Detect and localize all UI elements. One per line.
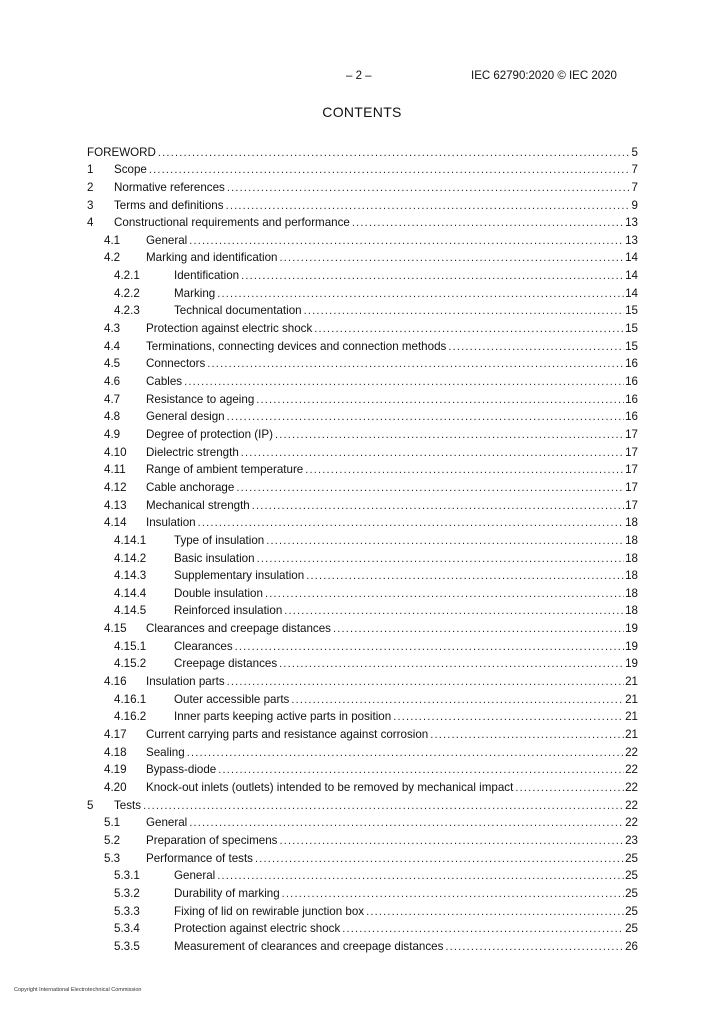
toc-entry-title: Normative references: [114, 180, 225, 194]
toc-entry-title: Current carrying parts and resistance against corrosion: [146, 728, 429, 742]
toc-leader-dots: [291, 693, 624, 707]
toc-leader-dots: [217, 287, 624, 301]
toc-entry-number: 4.13: [104, 498, 127, 512]
toc-entry-number: 4.2.3: [114, 304, 140, 318]
toc-entry-page: 16: [625, 392, 638, 406]
toc-entry-title: General: [146, 233, 188, 247]
toc-entry-title: Preparation of specimens: [146, 833, 278, 847]
toc-entry[interactable]: [87, 213, 638, 231]
toc-leader-dots: [304, 304, 624, 318]
toc-leader-dots: [266, 534, 624, 548]
toc-entry[interactable]: [104, 248, 638, 266]
toc-entry-page: 7: [631, 180, 638, 194]
toc-entry-page: 17: [625, 463, 638, 477]
toc-entry-page: 5: [631, 145, 638, 159]
toc-leader-dots: [279, 251, 624, 265]
toc-entry[interactable]: [114, 654, 638, 672]
toc-entry[interactable]: [104, 424, 638, 442]
toc-leader-dots: [217, 869, 624, 883]
toc-entry-title: Creepage distances: [174, 657, 278, 671]
toc-leader-dots: [284, 604, 624, 618]
toc-leader-dots: [149, 163, 631, 177]
toc-entry-number: 4.14.2: [114, 551, 147, 565]
toc-entry-number: 5.3.3: [114, 904, 140, 918]
toc-entry-number: 4.5: [104, 357, 121, 371]
toc-entry-title: Clearances and creepage distances: [146, 622, 331, 636]
toc-leader-dots: [218, 763, 624, 777]
toc-entry[interactable]: [104, 848, 638, 866]
toc-leader-dots: [236, 481, 624, 495]
toc-entry-page: 9: [631, 198, 638, 212]
toc-entry-page: 25: [625, 851, 638, 865]
toc-entry-number: 4.16.2: [114, 710, 147, 724]
toc-entry-title: Technical documentation: [174, 304, 302, 318]
page-title: CONTENTS: [322, 104, 402, 120]
toc-entry-number: 4.9: [104, 427, 121, 441]
toc-entry-page: 21: [625, 728, 638, 742]
toc-leader-dots: [333, 622, 624, 636]
toc-entry-number: 5.3.1: [114, 869, 140, 883]
toc-entry-title: Double insulation: [174, 586, 263, 600]
toc-entry-title: General design: [146, 410, 225, 424]
toc-entry-number: 2: [87, 180, 94, 194]
page-number: – 2 –: [346, 70, 372, 82]
toc-entry-number: 4.17: [104, 728, 127, 742]
toc-entry[interactable]: [87, 177, 638, 195]
toc-entry-page: 25: [625, 904, 638, 918]
toc-entry-title: Marking and identification: [146, 251, 278, 265]
toc-entry-title: Marking: [174, 286, 216, 300]
toc-entry-number: 4.16: [104, 675, 127, 689]
toc-entry-number: 4.1: [104, 233, 121, 247]
toc-entry-title: Type of insulation: [174, 533, 265, 547]
toc-entry-page: 14: [625, 251, 638, 265]
toc-entry[interactable]: [104, 619, 638, 637]
toc-entry-page: 15: [625, 339, 638, 353]
toc-leader-dots: [241, 269, 624, 283]
toc-entry[interactable]: [104, 777, 638, 795]
toc-leader-dots: [198, 516, 624, 530]
toc-leader-dots: [430, 728, 624, 742]
toc-entry-page: 17: [625, 480, 638, 494]
toc-entry-title: Sealing: [146, 745, 185, 759]
toc-entry-number: 4.15.2: [114, 657, 147, 671]
toc-leader-dots: [189, 234, 624, 248]
toc-entry-page: 18: [625, 604, 638, 618]
toc-entry-title: FOREWORD: [87, 145, 156, 159]
toc-entry[interactable]: [104, 760, 638, 778]
toc-entry[interactable]: [104, 742, 638, 760]
toc-entry-page: 25: [625, 886, 638, 900]
toc-entry-page: 16: [625, 375, 638, 389]
toc-entry-page: 17: [625, 427, 638, 441]
toc-leader-dots: [279, 834, 624, 848]
toc-entry-title: Supplementary insulation: [174, 569, 305, 583]
toc-entry-title: General: [174, 869, 216, 883]
toc-entry-page: 25: [625, 922, 638, 936]
toc-entry-page: 19: [625, 657, 638, 671]
toc-leader-dots: [342, 922, 624, 936]
toc-entry-page: 7: [631, 163, 638, 177]
toc-entry-title: Cable anchorage: [146, 480, 235, 494]
toc-entry-title: Scope: [114, 163, 147, 177]
toc-entry-number: 4.2.1: [114, 269, 140, 283]
standard-reference: IEC 62790:2020 © IEC 2020: [471, 70, 617, 82]
toc-entry[interactable]: [104, 407, 638, 425]
toc-entry-page: 18: [625, 586, 638, 600]
toc-entry-page: 22: [625, 816, 638, 830]
toc-entry-page: 13: [625, 233, 638, 247]
toc-entry-number: 4.2.2: [114, 286, 140, 300]
toc-entry[interactable]: [104, 672, 638, 690]
toc-entry-number: 5.3.2: [114, 886, 140, 900]
toc-entry[interactable]: [104, 724, 638, 742]
toc-leader-dots: [158, 146, 631, 160]
toc-entry[interactable]: [87, 142, 638, 160]
toc-entry-title: Outer accessible parts: [174, 692, 290, 706]
toc-entry-page: 21: [625, 692, 638, 706]
toc-entry[interactable]: [104, 336, 638, 354]
toc-entry-number: 5.1: [104, 816, 121, 830]
toc-entry-title: Constructional requirements and performance: [114, 216, 350, 230]
toc-entry[interactable]: [104, 460, 638, 478]
toc-entry[interactable]: [114, 283, 638, 301]
toc-entry-page: 18: [625, 551, 638, 565]
toc-entry-number: 4.15: [104, 622, 127, 636]
toc-entry-page: 15: [625, 322, 638, 336]
toc-leader-dots: [207, 357, 624, 371]
toc-entry-page: 16: [625, 410, 638, 424]
toc-entry-page: 13: [625, 216, 638, 230]
toc-entry[interactable]: [114, 689, 638, 707]
toc-entry-number: 4.20: [104, 780, 127, 794]
toc-leader-dots: [366, 905, 624, 919]
toc-entry-title: Terms and definitions: [114, 198, 224, 212]
toc-entry-page: 14: [625, 269, 638, 283]
toc-entry[interactable]: [104, 371, 638, 389]
toc-leader-dots: [305, 463, 624, 477]
toc-entry-number: 5.3: [104, 851, 121, 865]
toc-entry[interactable]: [114, 566, 638, 584]
toc-entry[interactable]: [104, 495, 638, 513]
toc-entry[interactable]: [87, 160, 638, 178]
toc-entry-number: 4.10: [104, 445, 127, 459]
toc-leader-dots: [227, 410, 624, 424]
toc-entry-page: 17: [625, 498, 638, 512]
toc-leader-dots: [448, 340, 624, 354]
toc-entry[interactable]: [104, 442, 638, 460]
toc-entry-page: 22: [625, 780, 638, 794]
toc-entry-title: Fixing of lid on rewirable junction box: [174, 904, 365, 918]
toc-entry-title: Cables: [146, 375, 183, 389]
toc-leader-dots: [257, 552, 625, 566]
toc-entry-page: 14: [625, 286, 638, 300]
toc-entry-title: General: [146, 816, 188, 830]
toc-leader-dots: [227, 181, 631, 195]
toc-entry-number: 4.14.3: [114, 569, 147, 583]
toc-entry-page: 15: [625, 304, 638, 318]
toc-entry-page: 19: [625, 622, 638, 636]
toc-entry-page: 21: [625, 675, 638, 689]
toc-leader-dots: [143, 799, 624, 813]
toc-entry-title: Tests: [114, 798, 142, 812]
toc-leader-dots: [187, 746, 624, 760]
toc-entry-title: Basic insulation: [174, 551, 255, 565]
toc-entry-title: Mechanical strength: [146, 498, 250, 512]
toc-entry[interactable]: [114, 866, 638, 884]
toc-entry-title: Terminations, connecting devices and connection methods: [146, 339, 447, 353]
toc-leader-dots: [515, 781, 624, 795]
toc-leader-dots: [314, 322, 624, 336]
toc-entry-page: 16: [625, 357, 638, 371]
toc-leader-dots: [256, 393, 624, 407]
toc-entry[interactable]: [114, 636, 638, 654]
toc-leader-dots: [255, 852, 624, 866]
toc-entry-title: Performance of tests: [146, 851, 253, 865]
toc-entry-title: Reinforced insulation: [174, 604, 283, 618]
toc-entry-number: 4.14.1: [114, 533, 147, 547]
toc-leader-dots: [226, 199, 631, 213]
toc-entry[interactable]: [114, 901, 638, 919]
toc-entry-number: 4.2: [104, 251, 121, 265]
toc-entry[interactable]: [104, 230, 638, 248]
toc-entry-number: 4.15.1: [114, 639, 147, 653]
toc-entry-page: 25: [625, 869, 638, 883]
toc-entry[interactable]: [114, 583, 638, 601]
toc-leader-dots: [184, 375, 624, 389]
toc-leader-dots: [275, 428, 624, 442]
toc-entry[interactable]: [104, 830, 638, 848]
toc-entry-page: 18: [625, 533, 638, 547]
toc-entry[interactable]: [104, 319, 638, 337]
toc-entry-number: 4.14: [104, 516, 127, 530]
toc-entry[interactable]: [114, 883, 638, 901]
toc-leader-dots: [265, 587, 624, 601]
toc-entry-number: 3: [87, 198, 94, 212]
toc-entry-number: 4.19: [104, 763, 127, 777]
toc-entry-number: 5.3.4: [114, 922, 140, 936]
toc-entry[interactable]: [114, 548, 638, 566]
toc-entry-number: 5.3.5: [114, 939, 140, 953]
toc-entry-title: Insulation: [146, 516, 196, 530]
toc-leader-dots: [306, 569, 624, 583]
toc-entry-page: 21: [625, 710, 638, 724]
toc-entry-number: 5.2: [104, 833, 121, 847]
toc-entry[interactable]: [114, 301, 638, 319]
toc-leader-dots: [352, 216, 624, 230]
copyright-footer: Copyright International Electrotechnical Commission: [14, 987, 142, 993]
toc-entry-title: Durability of marking: [174, 886, 280, 900]
toc-entry-page: 23: [625, 833, 638, 847]
toc-entry[interactable]: [87, 795, 638, 813]
toc-entry-title: Bypass-diode: [146, 763, 217, 777]
toc-leader-dots: [445, 940, 624, 954]
toc-entry[interactable]: [104, 354, 638, 372]
toc-entry[interactable]: [104, 513, 638, 531]
toc-entry-title: Measurement of clearances and creepage distances: [174, 939, 444, 953]
toc-entry[interactable]: [114, 266, 638, 284]
toc-entry-title: Knock-out inlets (outlets) intended to be removed by mechanical impact: [146, 780, 514, 794]
toc-entry[interactable]: [114, 530, 638, 548]
toc-entry-title: Range of ambient temperature: [146, 463, 304, 477]
toc-entry-title: Protection against electric shock: [146, 322, 313, 336]
toc-entry-number: 4.18: [104, 745, 127, 759]
toc-entry-page: 19: [625, 639, 638, 653]
toc-entry-number: 4.7: [104, 392, 121, 406]
toc-entry-number: 4.4: [104, 339, 121, 353]
toc-entry-number: 4.14.4: [114, 586, 147, 600]
toc-leader-dots: [227, 675, 624, 689]
toc-entry-title: Protection against electric shock: [174, 922, 341, 936]
toc-leader-dots: [282, 887, 624, 901]
toc-entry[interactable]: [87, 195, 638, 213]
toc-entry-page: 18: [625, 569, 638, 583]
toc-entry-number: 4.16.1: [114, 692, 147, 706]
toc-entry-page: 22: [625, 745, 638, 759]
toc-entry-number: 1: [87, 163, 94, 177]
toc-entry-number: 4.14.5: [114, 604, 147, 618]
toc-entry-title: Identification: [174, 269, 240, 283]
toc-entry-number: 4.12: [104, 480, 127, 494]
toc-entry-number: 5: [87, 798, 94, 812]
toc-entry-title: Inner parts keeping active parts in position: [174, 710, 392, 724]
toc-entry[interactable]: [114, 707, 638, 725]
toc-entry-title: Dielectric strength: [146, 445, 239, 459]
toc-leader-dots: [279, 657, 624, 671]
toc-entry-number: 4.3: [104, 322, 121, 336]
toc-entry-number: 4.6: [104, 375, 121, 389]
toc-entry-title: Degree of protection (IP): [146, 427, 273, 441]
toc-leader-dots: [235, 640, 624, 654]
toc-entry-page: 22: [625, 798, 638, 812]
toc-entry[interactable]: [114, 936, 638, 954]
toc-entry-page: 18: [625, 516, 638, 530]
toc-entry[interactable]: [104, 813, 638, 831]
toc-entry-page: 26: [625, 939, 638, 953]
toc-entry-title: Connectors: [146, 357, 206, 371]
toc-entry-page: 17: [625, 445, 638, 459]
toc-leader-dots: [393, 710, 624, 724]
toc-entry-title: Resistance to ageing: [146, 392, 255, 406]
toc-entry-page: 22: [625, 763, 638, 777]
toc-entry[interactable]: [104, 389, 638, 407]
toc-entry-title: Insulation parts: [146, 675, 225, 689]
toc-leader-dots: [189, 816, 624, 830]
toc-entry-number: 4: [87, 216, 94, 230]
toc-entry[interactable]: [114, 919, 638, 937]
toc-entry-title: Clearances: [174, 639, 233, 653]
toc-entry[interactable]: [114, 601, 638, 619]
toc-entry-number: 4.11: [104, 463, 126, 477]
toc-entry[interactable]: [104, 477, 638, 495]
toc-leader-dots: [241, 446, 624, 460]
toc-entry-number: 4.8: [104, 410, 121, 424]
toc-leader-dots: [252, 499, 624, 513]
